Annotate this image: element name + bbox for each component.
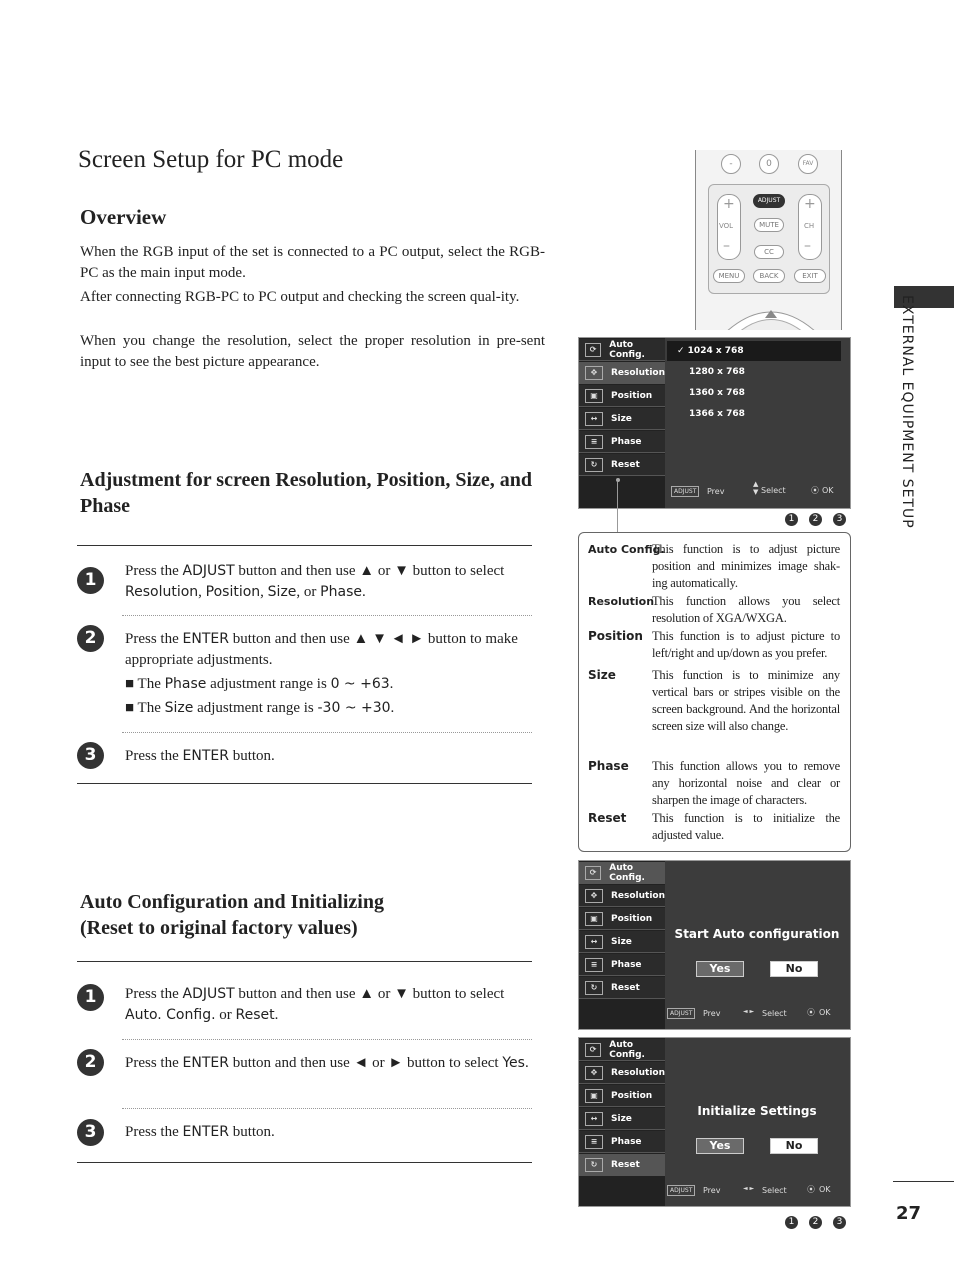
- remote-back-button: BACK: [753, 269, 785, 283]
- page-title: Screen Setup for PC mode: [78, 146, 344, 173]
- osd-menu-item-size: ↔ Size: [579, 408, 665, 430]
- remote-ch-label: CH: [804, 222, 815, 230]
- overview-paragraph: When you change the resolution, select the proper resolution in pre-sent input to see the best picture appearance.: [80, 333, 545, 370]
- dialog-title: Start Auto configuration: [674, 927, 840, 941]
- osd-prev-label: Prev: [703, 1009, 721, 1018]
- definition-term: Phase: [588, 759, 629, 773]
- osd-select-label: Select: [762, 1186, 787, 1195]
- step-text: Press the ENTER button and then use ◄ or ► button to select Yes.: [125, 1055, 529, 1071]
- page-number-rule: [893, 1181, 954, 1182]
- osd-auto-config-screen: [578, 860, 851, 1030]
- marker-1: 1: [785, 513, 798, 526]
- ok-icon: ⦿: [807, 1008, 815, 1017]
- page-number: 27: [896, 1203, 922, 1224]
- leader-line: [617, 482, 618, 532]
- dotted-divider: [122, 732, 532, 733]
- definition-desc: This function allows you select resolution of XGA/WXGA.: [652, 594, 840, 625]
- definitions-box: [578, 532, 851, 852]
- no-button: No: [770, 1138, 818, 1154]
- definition-term: Reset: [588, 811, 627, 825]
- osd-menu-item-position: ▣ Position: [579, 908, 665, 930]
- osd-prev-label: Prev: [703, 1186, 721, 1195]
- definition-term: Resolution: [588, 595, 655, 608]
- osd-menu-item-reset: ↻ Reset: [579, 454, 665, 476]
- osd-menu-item-size: ↔ Size: [579, 1108, 665, 1130]
- step-text: Press the ENTER button and then use ▲ ▼ ◄ ► button to make appropriate adjustments.: [125, 631, 518, 668]
- dotted-divider: [122, 615, 532, 616]
- definition-desc: This function is to minimize any vertical bars or stripes visible on the screen background. And the horizontal screen size will also change.: [652, 668, 840, 733]
- section-heading-adjustment: Adjustment for screen Resolution, Position, Size, and Phase: [80, 469, 533, 517]
- osd-menu-item-auto-config: ⟳ Auto Config.: [579, 862, 665, 884]
- reset-icon: ↻: [585, 458, 603, 472]
- move-arrows-icon: ✥: [585, 366, 603, 380]
- remote-zero-button: 0: [759, 154, 779, 174]
- osd-menu-item-auto-config: ⟳ Auto Config.: [579, 1039, 665, 1061]
- divider: [77, 545, 532, 546]
- position-icon: ▣: [585, 912, 603, 926]
- definition-desc: This function allows you to remove any horizontal noise and clear or sharpen the image of characters.: [652, 759, 840, 807]
- marker-2: 2: [809, 1216, 822, 1229]
- auto-config-icon: ⟳: [585, 1043, 601, 1057]
- osd-adjust-key: ADJUST: [671, 486, 699, 497]
- size-icon: ↔: [585, 412, 603, 426]
- remote-control-illustration: - 0 FAV + + – – VOL CH ADJUST MUTE CC MENU BACK EXIT: [695, 150, 842, 330]
- step-bullet: ■ The Phase adjustment range is 0 ~ +63.: [125, 676, 394, 692]
- step-text: Press the ENTER button.: [125, 748, 275, 764]
- marker-3: 3: [833, 513, 846, 526]
- divider: [77, 961, 532, 962]
- osd-menu-item-phase: ≡ Phase: [579, 431, 665, 453]
- osd-menu-item-position: ▣ Position: [579, 1085, 665, 1107]
- remote-mute-button: MUTE: [754, 218, 784, 232]
- phase-icon: ≡: [585, 1135, 603, 1149]
- step-number: 3: [77, 1119, 104, 1146]
- remote-vol-label: VOL: [719, 222, 734, 230]
- osd-menu-item-resolution: ✥ Resolution: [579, 362, 665, 384]
- reset-icon: ↻: [585, 981, 603, 995]
- step-text: Press the ADJUST button and then use ▲ or ▼ button to select Auto. Config. or Reset.: [125, 986, 505, 1023]
- dotted-divider: [122, 1039, 532, 1040]
- divider: [77, 1162, 532, 1163]
- definition-desc: This function is to adjust picture to left/right and up/down as you prefer.: [652, 629, 840, 660]
- osd-resolution-screen: [578, 337, 851, 509]
- osd-select-label: Select: [761, 486, 786, 495]
- remote-dash-button: -: [721, 154, 741, 174]
- step-number: 3: [77, 742, 104, 769]
- step-number: 2: [77, 1049, 104, 1076]
- size-icon: ↔: [585, 1112, 603, 1126]
- osd-select-label: Select: [762, 1009, 787, 1018]
- osd-ok-label: OK: [819, 1185, 831, 1194]
- move-arrows-icon: ✥: [585, 889, 603, 903]
- marker-1: 1: [785, 1216, 798, 1229]
- osd-menu-item-resolution: ✥ Resolution: [579, 885, 665, 907]
- dialog-title: Initialize Settings: [697, 1104, 817, 1118]
- no-button: No: [770, 961, 818, 977]
- resolution-option: 1366 x 768: [689, 409, 745, 419]
- updown-arrows-icon: ▲ ▼: [753, 480, 759, 496]
- remote-nav-ring-icon: [721, 302, 821, 330]
- step-bullet: ■ The Size adjustment range is -30 ~ +30.: [125, 700, 395, 716]
- auto-config-icon: ⟳: [585, 343, 601, 357]
- position-icon: ▣: [585, 389, 603, 403]
- remote-fav-button: FAV: [798, 154, 818, 174]
- step-number: 1: [77, 984, 104, 1011]
- osd-menu-item-size: ↔ Size: [579, 931, 665, 953]
- remote-adjust-button: ADJUST: [753, 194, 785, 208]
- overview-heading: Overview: [80, 205, 167, 229]
- remote-exit-button: EXIT: [794, 269, 826, 283]
- resolution-option: 1360 x 768: [689, 388, 745, 398]
- step-number: 1: [77, 567, 104, 594]
- marker-2: 2: [809, 513, 822, 526]
- reset-icon: ↻: [585, 1158, 603, 1172]
- step-number: 2: [77, 625, 104, 652]
- osd-menu-item-resolution: ✥ Resolution: [579, 1062, 665, 1084]
- section-heading-auto-config: Auto Configuration and Initializing (Reset to original factory values): [80, 891, 384, 939]
- dotted-divider: [122, 1108, 532, 1109]
- osd-ok-label: OK: [819, 1008, 831, 1017]
- leftright-arrows-icon: ◄ ►: [743, 1008, 755, 1015]
- yes-button: Yes: [696, 961, 744, 977]
- overview-paragraph: When the RGB input of the set is connected to a PC output, select the RGB-PC as the main input mode.: [80, 244, 545, 281]
- osd-reset-screen: [578, 1037, 851, 1207]
- definition-desc: This function is to initialize the adjusted value.: [652, 811, 840, 842]
- side-tab-label: EXTERNAL EQUIPMENT SETUP: [899, 295, 915, 529]
- osd-adjust-key: ADJUST: [667, 1008, 695, 1019]
- osd-prev-label: Prev: [707, 487, 725, 496]
- osd-ok-label: OK: [822, 486, 834, 495]
- definition-term: Auto Config.: [588, 543, 665, 556]
- step-text: Press the ENTER button.: [125, 1124, 275, 1140]
- osd-adjust-key: ADJUST: [667, 1185, 695, 1196]
- ok-icon: ⦿: [807, 1185, 815, 1194]
- definition-desc: This function is to adjust picture position and minimizes image shak-ing automatically.: [652, 542, 840, 590]
- remote-menu-button: MENU: [713, 269, 745, 283]
- size-icon: ↔: [585, 935, 603, 949]
- step-text: Press the ADJUST button and then use ▲ or ▼ button to select Resolution, Position, Size, or Phase.: [125, 563, 505, 600]
- osd-menu-item-reset: ↻ Reset: [579, 977, 665, 999]
- resolution-option-selected: ✓ 1024 x 768: [667, 341, 841, 361]
- ok-icon: ⦿: [811, 486, 819, 495]
- divider: [77, 783, 532, 784]
- osd-menu-item-reset: ↻ Reset: [579, 1154, 665, 1176]
- position-icon: ▣: [585, 1089, 603, 1103]
- resolution-option: 1280 x 768: [689, 367, 745, 377]
- osd-menu-item-position: ▣ Position: [579, 385, 665, 407]
- osd-menu-item-phase: ≡ Phase: [579, 1131, 665, 1153]
- osd-menu-item-phase: ≡ Phase: [579, 954, 665, 976]
- remote-cc-button: CC: [754, 245, 784, 259]
- auto-config-icon: ⟳: [585, 866, 601, 880]
- osd-menu-item-auto-config: ⟳ Auto Config.: [579, 339, 665, 361]
- move-arrows-icon: ✥: [585, 1066, 603, 1080]
- yes-button: Yes: [696, 1138, 744, 1154]
- phase-icon: ≡: [585, 958, 603, 972]
- phase-icon: ≡: [585, 435, 603, 449]
- overview-paragraph: After connecting RGB-PC to PC output and checking the screen qual-ity.: [80, 289, 520, 305]
- marker-3: 3: [833, 1216, 846, 1229]
- definition-term: Position: [588, 629, 643, 643]
- leftright-arrows-icon: ◄ ►: [743, 1185, 755, 1192]
- definition-term: Size: [588, 668, 616, 682]
